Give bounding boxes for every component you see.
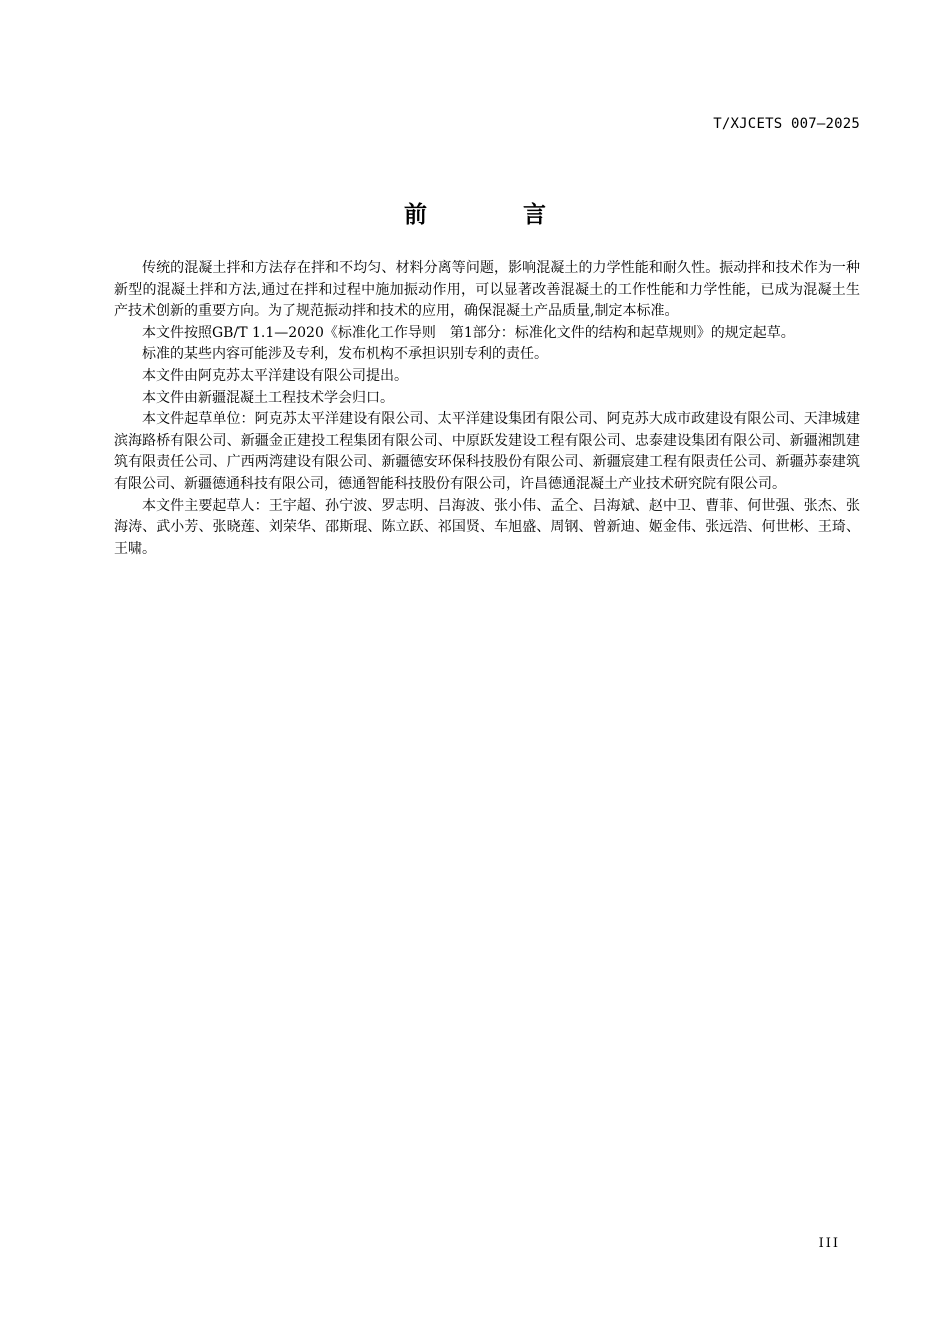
page-number: III [818, 1236, 840, 1251]
foreword-body [114, 258, 860, 560]
paragraph-drafting-units: 本文件起草单位：阿克苏太平洋建设有限公司、太平洋建设集团有限公司、阿克苏大成市政建设有限公司、天津城建滨海路桥有限公司、新疆金正建投工程集团有限公司、中原跃发建设工程有限公司、忠泰建设集团有限公司、新疆湘凯建筑有限责任公司、广西两湾建设有限公司、新疆德安环保科技股份有限公司、新疆宸建工程有限责任公司、新疆苏泰建筑有限公司、新疆德通科技有限公司，德通智能科技股份有限公司，许昌德通混凝土产业技术研究院有限公司。 [114, 411, 860, 492]
paragraph-administrator: 本文件由新疆混凝土工程技术学会归口。 [142, 389, 394, 406]
paragraph-intro: 传统的混凝土拌和方法存在拌和不均匀、材料分离等问题，影响混凝土的力学性能和耐久性。振动拌和技术作为一种新型的混凝土拌和方法,通过在拌和过程中施加振动作用，可以显著改善混凝土的工作性能和力学性能，已成为混凝土生产技术创新的重要方向。为了规范振动拌和技术的应用，确保混凝土产品质量,制定本标准。 [114, 260, 860, 320]
document-code: T/XJCETS 007—2025 [713, 116, 860, 132]
paragraph-drafters: 本文件主要起草人：王宇超、孙宁波、罗志明、吕海波、张小伟、孟仝、吕海斌、赵中卫、曹菲、何世强、张杰、张海涛、武小芳、张晓莲、刘荣华、邵斯琨、陈立跃、祁国贤、车旭盛、周钢、曾新迪、姬金伟、张远浩、何世彬、王琦、王啸。 [114, 497, 860, 557]
paragraph-drafting-rules: 本文件按照GB/T 1.1—2020《标准化工作导则 第1部分：标准化文件的结构和起草规则》的规定起草。 [142, 324, 795, 341]
page-title: 前 言 [403, 202, 590, 228]
paragraph-patent-notice: 标准的某些内容可能涉及专利，发布机构不承担识别专利的责任。 [142, 346, 548, 363]
paragraph-proposer: 本文件由阿克苏太平洋建设有限公司提出。 [142, 367, 408, 384]
